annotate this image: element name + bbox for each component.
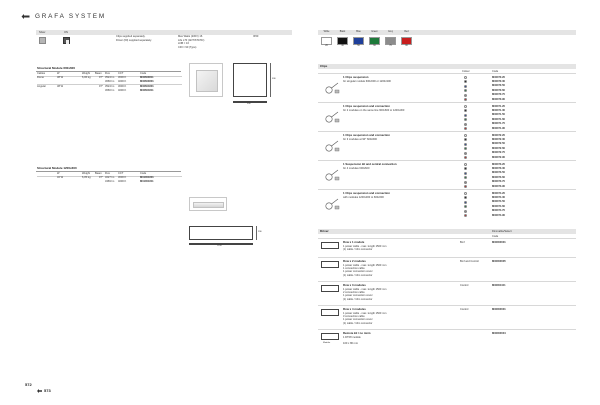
colour-dot [464,196,467,199]
driver-line: 1 power cable - max. length 1500 mm [343,311,387,315]
module2-col-weight: Weight [82,172,91,175]
clip-hardware-icon [323,195,341,213]
driver-drawing-label: Module [323,342,331,344]
colour-dot [464,205,467,208]
list-item [318,281,576,305]
colour-dot [464,181,467,184]
module2-drawing [189,226,253,240]
colour-dot [464,167,467,170]
list-item [318,160,576,189]
clip-code: M30071.50 [492,113,505,117]
page-number-right: 573 [37,389,51,393]
colour-dot [464,98,467,101]
list-item [318,102,576,131]
color-swatch-item [384,31,397,49]
clip-code: M30073.50 [492,171,505,175]
brand-header [21,13,106,20]
spec-watts: Max Watts (230V) 16 [178,35,203,38]
driver-code: M30000004 [492,332,506,335]
driver-line: 1 power cable - max. length 1500 mm [343,244,387,248]
clip-code: M30074.30 [492,195,505,199]
page-number-left: 572 [25,382,32,387]
clip-code: M30073.60 [492,175,505,179]
color-swatch-item [368,31,381,49]
color-swatches [320,31,413,49]
clip-desc: for 2 modules on the same line 600x600 or 1200x300 [343,108,405,112]
driver-drawing [321,333,339,340]
driver-line: (1) cable / 10m connector [343,321,373,325]
clip-code: M30070.90 [492,97,505,101]
colour-dot [464,163,467,166]
list-item [318,238,576,257]
clip-image [323,195,341,213]
silver-swatch [39,37,46,44]
driver-line: 1 DT08 module [343,335,361,339]
colour-dot [464,147,467,150]
driver-drawing [321,285,339,292]
driver-drawing [321,242,339,249]
module1-col-w: W [57,72,60,75]
colour-dot [464,210,467,213]
color-swatch [385,37,396,45]
driver-line: 1 connection cable [343,266,365,270]
colour-dot [464,80,467,83]
module1-col-beam: Beam [95,72,102,75]
driver-list [318,238,576,351]
color-code: 60 [373,45,376,48]
driver-code: M30000001 [492,241,506,244]
colour-dot [464,105,467,108]
table-row: 3469 lm 4000 K M31001811 [105,180,154,184]
driver-code: M30000005 [492,260,506,263]
clip-name: 1 Clips suspension and connection [343,133,390,137]
color-swatch-item [336,31,349,49]
module2-table [37,172,182,184]
driver-col-code: Code [492,234,499,238]
module2-dim-side: 296 [258,231,262,233]
colour-dot [464,76,467,79]
color-code: 50 [357,45,360,48]
driver-code: M30000001 [492,308,506,311]
clip-hardware-icon [323,166,341,184]
list-item [318,305,576,329]
clip-code: M30074.20 [492,191,505,195]
clip-code: M30072.90 [492,155,505,159]
colour-dot [464,134,467,137]
clip-desc: for 4 modules 600x600 [343,166,370,170]
module2-col-code: Code [140,172,147,175]
colour-dot [464,85,467,88]
table-row: 32 W 6,05 kg 97° 3227 lm 3000 K M31001801 [57,176,154,180]
clip-desc: for 3 modules at 90° 600x600 [343,137,377,141]
color-code: 70 [389,45,392,48]
clip-code: M30072.60 [492,146,505,150]
color-swatch-item [352,31,365,49]
color-label: Blue [356,31,361,33]
color-swatch [353,37,364,45]
colour-dot [464,127,467,130]
list-item [318,189,576,218]
clip-code: M30071.90 [492,126,505,130]
table-row: 3666 lm 4000 K M30604811 [105,88,154,92]
module1-dim-side: 596 [272,78,276,80]
driver-name: Row x 3 modules [343,283,366,287]
note-clips: Clips supplied separately. [116,35,146,38]
colour-dot [464,138,467,141]
driver-line: 1 power cable - max. length 1500 mm [343,263,387,267]
color-label: Grey [388,31,393,33]
color-code: 90 [405,45,408,48]
clips-col-colour: Colour [462,70,470,73]
clips-header-bar [318,64,576,69]
color-swatch-item [400,31,413,49]
driver-code: M30001101 [492,284,506,287]
colour-dot [464,109,467,112]
colour-dot [464,156,467,159]
module2-col-w: W [57,172,60,175]
clip-code: M30073.30 [492,166,505,170]
color-swatch [369,37,380,45]
module2-col-cct: CCT [118,172,124,175]
driver-line: 1 power connection cover [343,270,373,274]
clip-code: M30074.60 [492,204,505,208]
driver-col-dim: Dimmable/Select [492,229,512,233]
clip-code: M30070.30 [492,79,505,83]
clip-image [323,166,341,184]
clip-code: M30074.50 [492,200,505,204]
module1-col-weight: Weight [82,72,91,75]
list-item [318,329,576,351]
driver-name: Row x 2 modules [343,259,366,263]
driver-line: 2 connection cable [343,290,365,294]
spec-lnb: LNB = 16 [178,42,189,45]
module2-col-flux: Flux [105,172,110,175]
colour-dot [464,94,467,97]
clip-code: M30072.30 [492,137,505,141]
spec-life: Life L70 (ANTISTATIC) [178,38,205,42]
module1-col-code: Code [140,72,147,75]
color-label: Red [404,31,409,33]
clip-hardware-icon [323,108,341,126]
color-code: 30 [341,45,344,48]
driver-line: 1 power connection cover [343,318,373,322]
spec-cri: CRI = 90 (Type) [178,45,197,49]
clip-code: M30071.70 [492,122,505,126]
clips-list [318,73,576,218]
silver-label: Silver [39,31,46,34]
driver-name: Row x 4 modules [343,307,366,311]
driver-line: 1 power connection cover [343,294,373,298]
module2-title: Structural Module 1200x300 [37,166,77,170]
page-arrow-icon [37,389,42,393]
driver-line: (1) cable / 10m connector [343,273,373,277]
color-swatch-item [320,31,333,49]
ip-rating: IP20 [253,35,259,38]
color-label: Green [371,31,378,33]
colour-dot [464,152,467,155]
table-row: Angular 38 W 97° 3524 lm 3000 K M30604801 [37,84,154,88]
on-swatch [63,37,70,44]
driver-type: Control [460,308,469,311]
clip-code: M30071.60 [492,117,505,121]
clip-image [323,108,341,126]
driver-line: 3 connection cable [343,314,365,318]
clips-col-code: Code [492,70,499,73]
colour-dot [464,192,467,195]
clip-code: M30070.60 [492,88,505,92]
driver-line: 1 power cable - max. length 1500 mm [343,287,387,291]
colour-dot [464,201,467,204]
colour-dot [464,143,467,146]
color-swatch [401,37,412,45]
driver-title: Driver [320,228,329,233]
clip-code: M30073.20 [492,162,505,166]
module1-col-cables: Cables [37,72,46,75]
clip-name: 1 Suspension kit and central connection [343,162,397,166]
clip-code: M30072.50 [492,142,505,146]
module1-col-flux: Flux [105,72,110,75]
driver-header-bar [318,229,576,234]
colour-dot [464,172,467,175]
driver-type: Bmf [460,241,465,244]
on-label: ON [64,31,68,34]
driver-drawing [321,261,339,268]
colour-dot [464,89,467,92]
clip-code: M30071.30 [492,108,505,112]
driver-type: Control [460,284,469,287]
colour-dot [464,123,467,126]
colour-dot [464,185,467,188]
clip-image [323,137,341,155]
module2-col-beam: Beam [95,172,102,175]
clip-code: M30071.20 [492,104,505,108]
colour-dot [464,118,467,121]
clip-code: M30073.90 [492,184,505,188]
clip-image [323,79,341,97]
clip-hardware-icon [323,79,341,97]
clip-name: 1 Clips suspension and connection [343,104,390,108]
clips-title: Clips [320,63,328,68]
clip-code: M30070.20 [492,75,505,79]
module2-product-image [189,197,227,211]
clip-desc: for singular module 600x600 or 1200x300 [343,79,391,83]
module2-dim-bottom: 1196 [217,245,222,247]
clip-code: M30073.70 [492,180,505,184]
driver-type: Bmf and Control [460,260,479,263]
table-row: Dome 38 W 6,06 kg 97° 3524 lm 3000 K M30600811 [37,76,154,80]
clip-code: M30070.70 [492,93,505,97]
clip-name: 1 Clips suspension and connection [343,191,390,195]
driver-drawing [321,309,339,316]
module1-table [37,72,182,92]
clip-code: M30074.90 [492,213,505,217]
color-swatch [337,37,348,45]
list-item [318,131,576,160]
module1-product-image [189,63,223,97]
clip-hardware-icon [323,137,341,155]
colour-dot [464,176,467,179]
colour-dot [464,114,467,117]
note-driver: Driver (60) supplied separately. [116,38,152,42]
module1-dim-bottom: 596 [247,103,251,105]
brand-name: GRAFA SYSTEM [35,13,106,20]
color-swatch [321,37,332,45]
driver-line: (1) cable / 10m connector [343,247,373,251]
clip-name: 1 Clips suspension [343,75,369,79]
color-code: 20 [325,45,328,48]
colour-dot [464,214,467,217]
driver-name: Remote kit / no mnm [343,331,371,335]
clip-code: M30072.20 [492,133,505,137]
list-item [318,257,576,281]
clip-desc: with modules 1200x300 to 600x600 [343,195,384,199]
driver-name: Row x 1 module [343,240,365,244]
driver-line: (1) cable / 10m connector [343,297,373,301]
color-label: White [323,31,330,33]
brand-logo-icon [21,13,30,20]
module1-col-cct: CCT [118,72,124,75]
color-label: Black [339,31,346,33]
clip-code: M30072.70 [492,151,505,155]
driver-dimension: 100 x 80 mm [343,342,358,346]
module1-title: Structural Module 600x600 [37,66,76,70]
list-item [318,73,576,102]
clip-code: M30070.50 [492,84,505,88]
module1-drawing [233,63,267,97]
clip-code: M30074.70 [492,209,505,213]
table-row: 3666 lm 4000 K M30600801 [105,80,154,84]
